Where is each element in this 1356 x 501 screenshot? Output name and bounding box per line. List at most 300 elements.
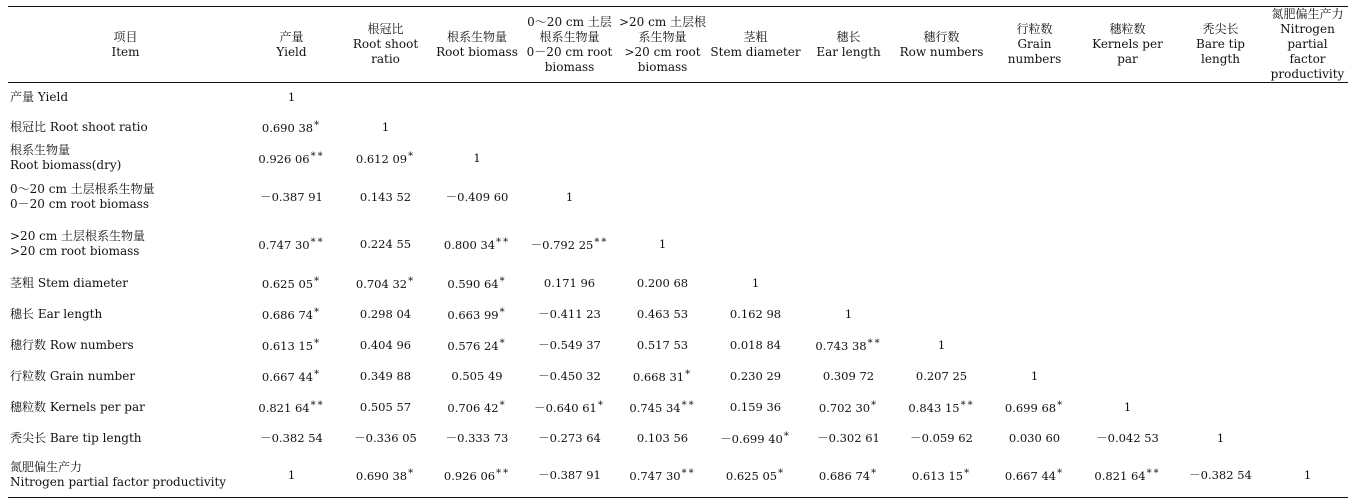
cell-value: 0.702 30 — [818, 401, 871, 415]
cell-value: 0.613 15 — [911, 469, 964, 484]
correlation-cell — [895, 454, 988, 498]
cell-value: 0.612 09 — [355, 152, 408, 166]
table-row — [8, 454, 1348, 498]
cell-value: 0.103 56 — [636, 430, 689, 445]
correlation-cell — [1267, 221, 1348, 268]
correlation-cell — [431, 361, 523, 392]
row-label-zh: 氮肥偏生产力 — [10, 460, 83, 475]
header-root-biomass: 根系生物量 Root biomass — [431, 7, 523, 83]
correlation-cell — [340, 83, 431, 112]
correlation-cell — [243, 174, 340, 221]
cell-value: 0.207 25 — [915, 368, 968, 383]
correlation-cell — [1081, 221, 1174, 268]
significance-mark: ** — [496, 237, 511, 248]
significance-mark: ** — [960, 400, 975, 411]
correlation-cell — [243, 330, 340, 361]
table-row — [8, 361, 1348, 392]
correlation-cell — [1174, 174, 1267, 221]
correlation-cell — [243, 143, 340, 174]
cell-value: －0.792 25 — [530, 238, 594, 252]
significance-mark: * — [778, 468, 786, 480]
table-row — [8, 268, 1348, 299]
table-row — [8, 330, 1348, 361]
table-body — [8, 83, 1348, 498]
cell-value: 1 — [473, 150, 481, 165]
correlation-cell — [1267, 392, 1348, 423]
correlation-cell — [523, 361, 616, 392]
correlation-cell — [1267, 299, 1348, 330]
cell-value: 1 — [1123, 399, 1132, 414]
correlation-cell — [895, 143, 988, 174]
cell-value: 0.505 49 — [451, 368, 503, 383]
significance-mark: * — [685, 369, 693, 380]
cell-value: 0.743 38 — [815, 339, 867, 353]
significance-mark: * — [314, 276, 322, 287]
cell-value: 0.821 64 — [258, 401, 310, 415]
correlation-cell — [988, 299, 1081, 330]
correlation-cell — [340, 143, 431, 174]
cell-value: －0.336 05 — [354, 430, 417, 445]
correlation-cell — [1267, 330, 1348, 361]
row-label-zh: 穗粒数 — [10, 399, 47, 414]
cell-value: 0.800 34 — [443, 238, 496, 252]
correlation-cell — [1081, 423, 1174, 454]
row-label-zh: 茎粗 — [10, 275, 35, 290]
cell-value: 0.686 74 — [261, 308, 314, 322]
row-label — [8, 174, 243, 221]
row-label-en: Yield — [37, 89, 69, 104]
cell-value: 0.171 96 — [543, 275, 596, 290]
correlation-cell — [802, 221, 895, 268]
correlation-cell — [709, 361, 802, 392]
cell-value: 0.690 38 — [261, 121, 314, 135]
correlation-cell — [431, 423, 523, 454]
correlation-cell — [709, 330, 802, 361]
cell-value: 0.843 15 — [908, 401, 960, 415]
row-label — [8, 221, 243, 268]
header-nitrogen-pfp: 氮肥偏生产力 Nitrogen partial factor productivity — [1267, 7, 1348, 83]
cell-value: －0.059 62 — [910, 430, 973, 445]
row-label — [8, 299, 243, 330]
correlation-cell — [523, 112, 616, 143]
cell-value: 1 — [844, 306, 853, 321]
significance-mark: ** — [310, 400, 325, 411]
cell-value: 0.576 24 — [447, 339, 499, 353]
row-label — [8, 83, 243, 112]
cell-value: 0.625 05 — [725, 469, 778, 484]
row-label-zh: 行粒数 — [10, 368, 47, 383]
row-label — [8, 423, 243, 454]
correlation-cell — [988, 330, 1081, 361]
table-row — [8, 143, 1348, 174]
correlation-cell — [709, 392, 802, 423]
significance-mark: * — [499, 276, 507, 287]
row-label-zh: 穗行数 — [10, 337, 47, 352]
cell-value: 0.704 32 — [355, 277, 408, 291]
row-label-en: 0－20 cm root biomass — [10, 197, 150, 211]
correlation-cell — [895, 83, 988, 112]
cell-value: －0.387 91 — [260, 189, 323, 204]
correlation-cell — [988, 361, 1081, 392]
cell-value: 0.463 53 — [636, 306, 689, 321]
cell-value: 0.309 72 — [822, 368, 875, 383]
correlation-cell — [340, 112, 431, 143]
cell-value: －0.382 54 — [260, 430, 323, 445]
correlation-cell — [616, 221, 709, 268]
correlation-cell — [709, 221, 802, 268]
correlation-cell — [431, 454, 523, 498]
row-label-zh: 秃尖长 — [10, 430, 47, 445]
cell-value: 0.926 06 — [258, 152, 310, 166]
cell-value: －0.273 64 — [538, 430, 601, 445]
correlation-cell — [1081, 299, 1174, 330]
correlation-cell — [1267, 112, 1348, 143]
correlation-cell — [709, 112, 802, 143]
correlation-cell — [523, 268, 616, 299]
significance-mark: * — [314, 120, 322, 131]
row-label-zh: >20 cm 土层根系生物量 — [10, 229, 146, 243]
correlation-cell — [616, 83, 709, 112]
cell-value: 0.349 88 — [359, 368, 412, 383]
correlation-cell — [895, 112, 988, 143]
correlation-cell — [523, 299, 616, 330]
correlation-cell — [895, 268, 988, 299]
significance-mark: ** — [310, 151, 325, 162]
correlation-cell — [243, 299, 340, 330]
cell-value: 0.230 29 — [729, 368, 782, 383]
header-root-shoot-ratio: 根冠比 Root shoot ratio — [340, 7, 431, 83]
significance-mark: * — [871, 400, 879, 411]
correlation-cell — [988, 392, 1081, 423]
cell-value: 0.517 53 — [636, 337, 689, 352]
cell-value: 1 — [1030, 368, 1039, 383]
correlation-cell — [616, 361, 709, 392]
cell-value: 1 — [565, 189, 574, 204]
significance-mark: * — [314, 369, 322, 380]
header-row — [8, 7, 1348, 83]
cell-value: 1 — [381, 119, 390, 134]
row-label-zh: 根冠比 — [10, 119, 47, 134]
correlation-cell — [523, 83, 616, 112]
cell-value: －0.042 53 — [1096, 430, 1159, 445]
correlation-cell — [988, 221, 1081, 268]
correlation-cell — [1267, 423, 1348, 454]
correlation-cell — [1174, 112, 1267, 143]
correlation-cell — [340, 392, 431, 423]
correlation-cell — [1081, 454, 1174, 498]
header-gt20cm-root-biomass: >20 cm 土层根系生物量 >20 cm root biomass — [616, 7, 709, 83]
correlation-cell — [1081, 174, 1174, 221]
correlation-cell — [1267, 174, 1348, 221]
significance-mark: * — [314, 338, 322, 349]
correlation-cell — [1081, 83, 1174, 112]
correlation-cell — [340, 174, 431, 221]
table-row — [8, 174, 1348, 221]
cell-value: 1 — [287, 467, 296, 482]
cell-value: 0.159 36 — [729, 399, 782, 414]
correlation-cell — [709, 174, 802, 221]
cell-value: 0.667 44 — [261, 370, 314, 384]
cell-value: 0.162 98 — [729, 306, 782, 321]
correlation-cell — [802, 143, 895, 174]
correlation-cell — [523, 143, 616, 174]
correlation-cell — [1174, 330, 1267, 361]
cell-value: －0.382 54 — [1189, 467, 1252, 482]
correlation-cell — [802, 361, 895, 392]
correlation-cell — [1081, 112, 1174, 143]
correlation-cell — [709, 454, 802, 498]
significance-mark: * — [499, 400, 507, 411]
correlation-cell — [1267, 361, 1348, 392]
significance-mark: * — [1057, 468, 1065, 480]
cell-value: －0.699 40 — [720, 432, 783, 446]
correlation-cell — [616, 174, 709, 221]
cell-value: －0.302 61 — [817, 430, 880, 445]
table-row — [8, 221, 1348, 268]
table-row — [8, 392, 1348, 423]
correlation-cell — [523, 174, 616, 221]
cell-value: 0.663 99 — [447, 308, 499, 322]
correlation-cell — [802, 392, 895, 423]
correlation-cell — [616, 423, 709, 454]
significance-mark: * — [499, 338, 507, 349]
row-label — [8, 361, 243, 392]
significance-mark: ** — [310, 237, 325, 248]
correlation-cell — [1081, 392, 1174, 423]
header-row-numbers: 穗行数 Row numbers — [895, 7, 988, 83]
correlation-cell — [523, 221, 616, 268]
row-label — [8, 392, 243, 423]
correlation-cell — [243, 268, 340, 299]
correlation-cell — [988, 174, 1081, 221]
cell-value: 0.747 30 — [629, 469, 681, 484]
correlation-cell — [340, 423, 431, 454]
significance-mark: * — [408, 468, 416, 480]
correlation-cell — [1267, 143, 1348, 174]
cell-value: 0.667 44 — [1004, 469, 1057, 484]
cell-value: 0.298 04 — [359, 306, 412, 321]
correlation-cell — [340, 454, 431, 498]
cell-value: －0.333 73 — [445, 430, 509, 445]
row-label-en: >20 cm root biomass — [10, 244, 140, 258]
significance-mark: ** — [867, 338, 882, 349]
header-0-20cm-root-biomass: 0～20 cm 土层根系生物量 0－20 cm root biomass — [523, 7, 616, 83]
correlation-cell — [523, 423, 616, 454]
significance-mark: ** — [1146, 468, 1161, 480]
correlation-cell — [431, 392, 523, 423]
row-label-en: Root shoot ratio — [49, 119, 148, 134]
correlation-cell — [340, 221, 431, 268]
significance-mark: * — [1057, 400, 1065, 411]
correlation-cell — [802, 454, 895, 498]
correlation-cell — [616, 299, 709, 330]
row-label-en: Root biomass(dry) — [10, 158, 122, 172]
significance-mark: ** — [681, 468, 696, 480]
correlation-cell — [243, 361, 340, 392]
cell-value: －0.409 60 — [445, 189, 509, 204]
correlation-cell — [616, 454, 709, 498]
correlation-cell — [1174, 454, 1267, 498]
row-label-zh: 根系生物量 — [10, 143, 71, 157]
significance-mark: * — [964, 468, 972, 480]
correlation-cell — [1174, 268, 1267, 299]
header-yield: 产量 Yield — [243, 7, 340, 83]
cell-value: 0.747 30 — [258, 238, 310, 252]
significance-mark: * — [408, 276, 416, 287]
header-stem-diameter: 茎粗 Stem diameter — [709, 7, 802, 83]
correlation-cell — [709, 83, 802, 112]
correlation-cell — [1267, 268, 1348, 299]
cell-value: 0.143 52 — [359, 189, 412, 204]
cell-value: －0.387 91 — [538, 467, 601, 482]
cell-value: －0.640 61 — [534, 401, 597, 415]
cell-value: 0.200 68 — [636, 275, 689, 290]
correlation-cell — [895, 174, 988, 221]
cell-value: 0.821 64 — [1094, 469, 1146, 484]
correlation-cell — [895, 423, 988, 454]
correlation-cell — [616, 330, 709, 361]
cell-value: 0.706 42 — [447, 401, 499, 415]
correlation-cell — [616, 112, 709, 143]
correlation-cell — [431, 112, 523, 143]
cell-value: 0.018 84 — [729, 337, 782, 352]
correlation-cell — [243, 392, 340, 423]
correlation-cell — [431, 299, 523, 330]
table-row — [8, 299, 1348, 330]
significance-mark: * — [597, 400, 605, 411]
correlation-cell — [243, 423, 340, 454]
correlation-cell — [1081, 361, 1174, 392]
correlation-cell — [1174, 361, 1267, 392]
correlation-cell — [1174, 143, 1267, 174]
correlation-cell — [431, 174, 523, 221]
correlation-cell — [1267, 83, 1348, 112]
correlation-cell — [988, 112, 1081, 143]
correlation-cell — [243, 83, 340, 112]
cell-value: 0.030 60 — [1008, 430, 1061, 445]
cell-value: 1 — [751, 275, 760, 290]
correlation-cell — [802, 112, 895, 143]
correlation-cell — [616, 268, 709, 299]
correlation-cell — [988, 454, 1081, 498]
cell-value: 0.613 15 — [261, 339, 314, 353]
correlation-cell — [431, 221, 523, 268]
significance-mark: ** — [594, 237, 609, 248]
cell-value: 0.699 68 — [1004, 401, 1057, 415]
correlation-cell — [1174, 299, 1267, 330]
cell-value: 0.404 96 — [359, 337, 412, 352]
row-label — [8, 330, 243, 361]
cell-value: 0.686 74 — [818, 469, 871, 484]
correlation-cell — [802, 174, 895, 221]
correlation-cell — [1081, 268, 1174, 299]
significance-mark: * — [871, 468, 879, 480]
correlation-cell — [340, 361, 431, 392]
row-label-zh: 产量 — [10, 89, 35, 104]
correlation-cell — [709, 143, 802, 174]
cell-value: 0.224 55 — [359, 236, 412, 251]
correlation-cell — [243, 221, 340, 268]
correlation-cell — [1081, 330, 1174, 361]
correlation-cell — [895, 392, 988, 423]
significance-mark: * — [408, 151, 416, 162]
correlation-cell — [802, 423, 895, 454]
correlation-cell — [709, 268, 802, 299]
cell-value: 0.926 06 — [443, 469, 496, 484]
correlation-cell — [988, 268, 1081, 299]
correlation-cell — [523, 454, 616, 498]
significance-mark: ** — [496, 468, 511, 480]
correlation-cell — [1081, 143, 1174, 174]
correlation-cell — [895, 221, 988, 268]
correlation-cell — [431, 83, 523, 112]
correlation-cell — [802, 83, 895, 112]
correlation-cell — [431, 143, 523, 174]
correlation-cell — [431, 330, 523, 361]
cell-value: 0.505 57 — [359, 399, 412, 414]
header-ear-length: 穗长 Ear length — [802, 7, 895, 83]
correlation-cell — [988, 423, 1081, 454]
header-kernels-per-par: 穗粒数 Kernels per par — [1081, 7, 1174, 83]
correlation-cell — [895, 330, 988, 361]
correlation-cell — [988, 83, 1081, 112]
correlation-cell — [1174, 83, 1267, 112]
significance-mark: * — [783, 431, 791, 442]
cell-value: －0.549 37 — [538, 337, 601, 352]
correlation-cell — [340, 299, 431, 330]
cell-value: 0.745 34 — [629, 401, 681, 415]
cell-value: 0.690 38 — [355, 469, 408, 484]
cell-value: 1 — [937, 337, 946, 352]
significance-mark: * — [314, 307, 322, 318]
correlation-cell — [1174, 392, 1267, 423]
table-row — [8, 83, 1348, 112]
row-label-en: Grain number — [49, 368, 136, 383]
header-grain-numbers: 行粒数 Grain numbers — [988, 7, 1081, 83]
row-label-en: Bare tip length — [49, 430, 142, 445]
significance-mark: ** — [681, 400, 696, 411]
cell-value: 0.590 64 — [447, 277, 499, 291]
row-label — [8, 112, 243, 143]
row-label — [8, 268, 243, 299]
correlation-cell — [709, 423, 802, 454]
correlation-cell — [340, 268, 431, 299]
row-label-zh: 穗长 — [10, 306, 35, 321]
correlation-cell — [340, 330, 431, 361]
table-row — [8, 112, 1348, 143]
correlation-cell — [802, 299, 895, 330]
row-label-zh: 0～20 cm 土层根系生物量 — [10, 182, 155, 196]
correlation-cell — [895, 361, 988, 392]
cell-value: 1 — [1216, 430, 1225, 445]
correlation-cell — [802, 268, 895, 299]
correlation-cell — [1174, 221, 1267, 268]
row-label-en: Kernels per par — [49, 399, 145, 414]
significance-mark: * — [499, 307, 507, 318]
row-label — [8, 143, 243, 174]
row-label-en: Nitrogen partial factor productivity — [10, 475, 227, 490]
correlation-cell — [988, 143, 1081, 174]
cell-value: 1 — [658, 236, 667, 251]
correlation-cell — [709, 299, 802, 330]
cell-value: 0.668 31 — [632, 370, 685, 384]
correlation-cell — [895, 299, 988, 330]
cell-value: 0.625 05 — [261, 277, 314, 291]
cell-value: 1 — [287, 89, 296, 104]
correlation-cell — [523, 392, 616, 423]
cell-value: －0.411 23 — [538, 306, 601, 321]
correlation-table — [8, 6, 1348, 498]
